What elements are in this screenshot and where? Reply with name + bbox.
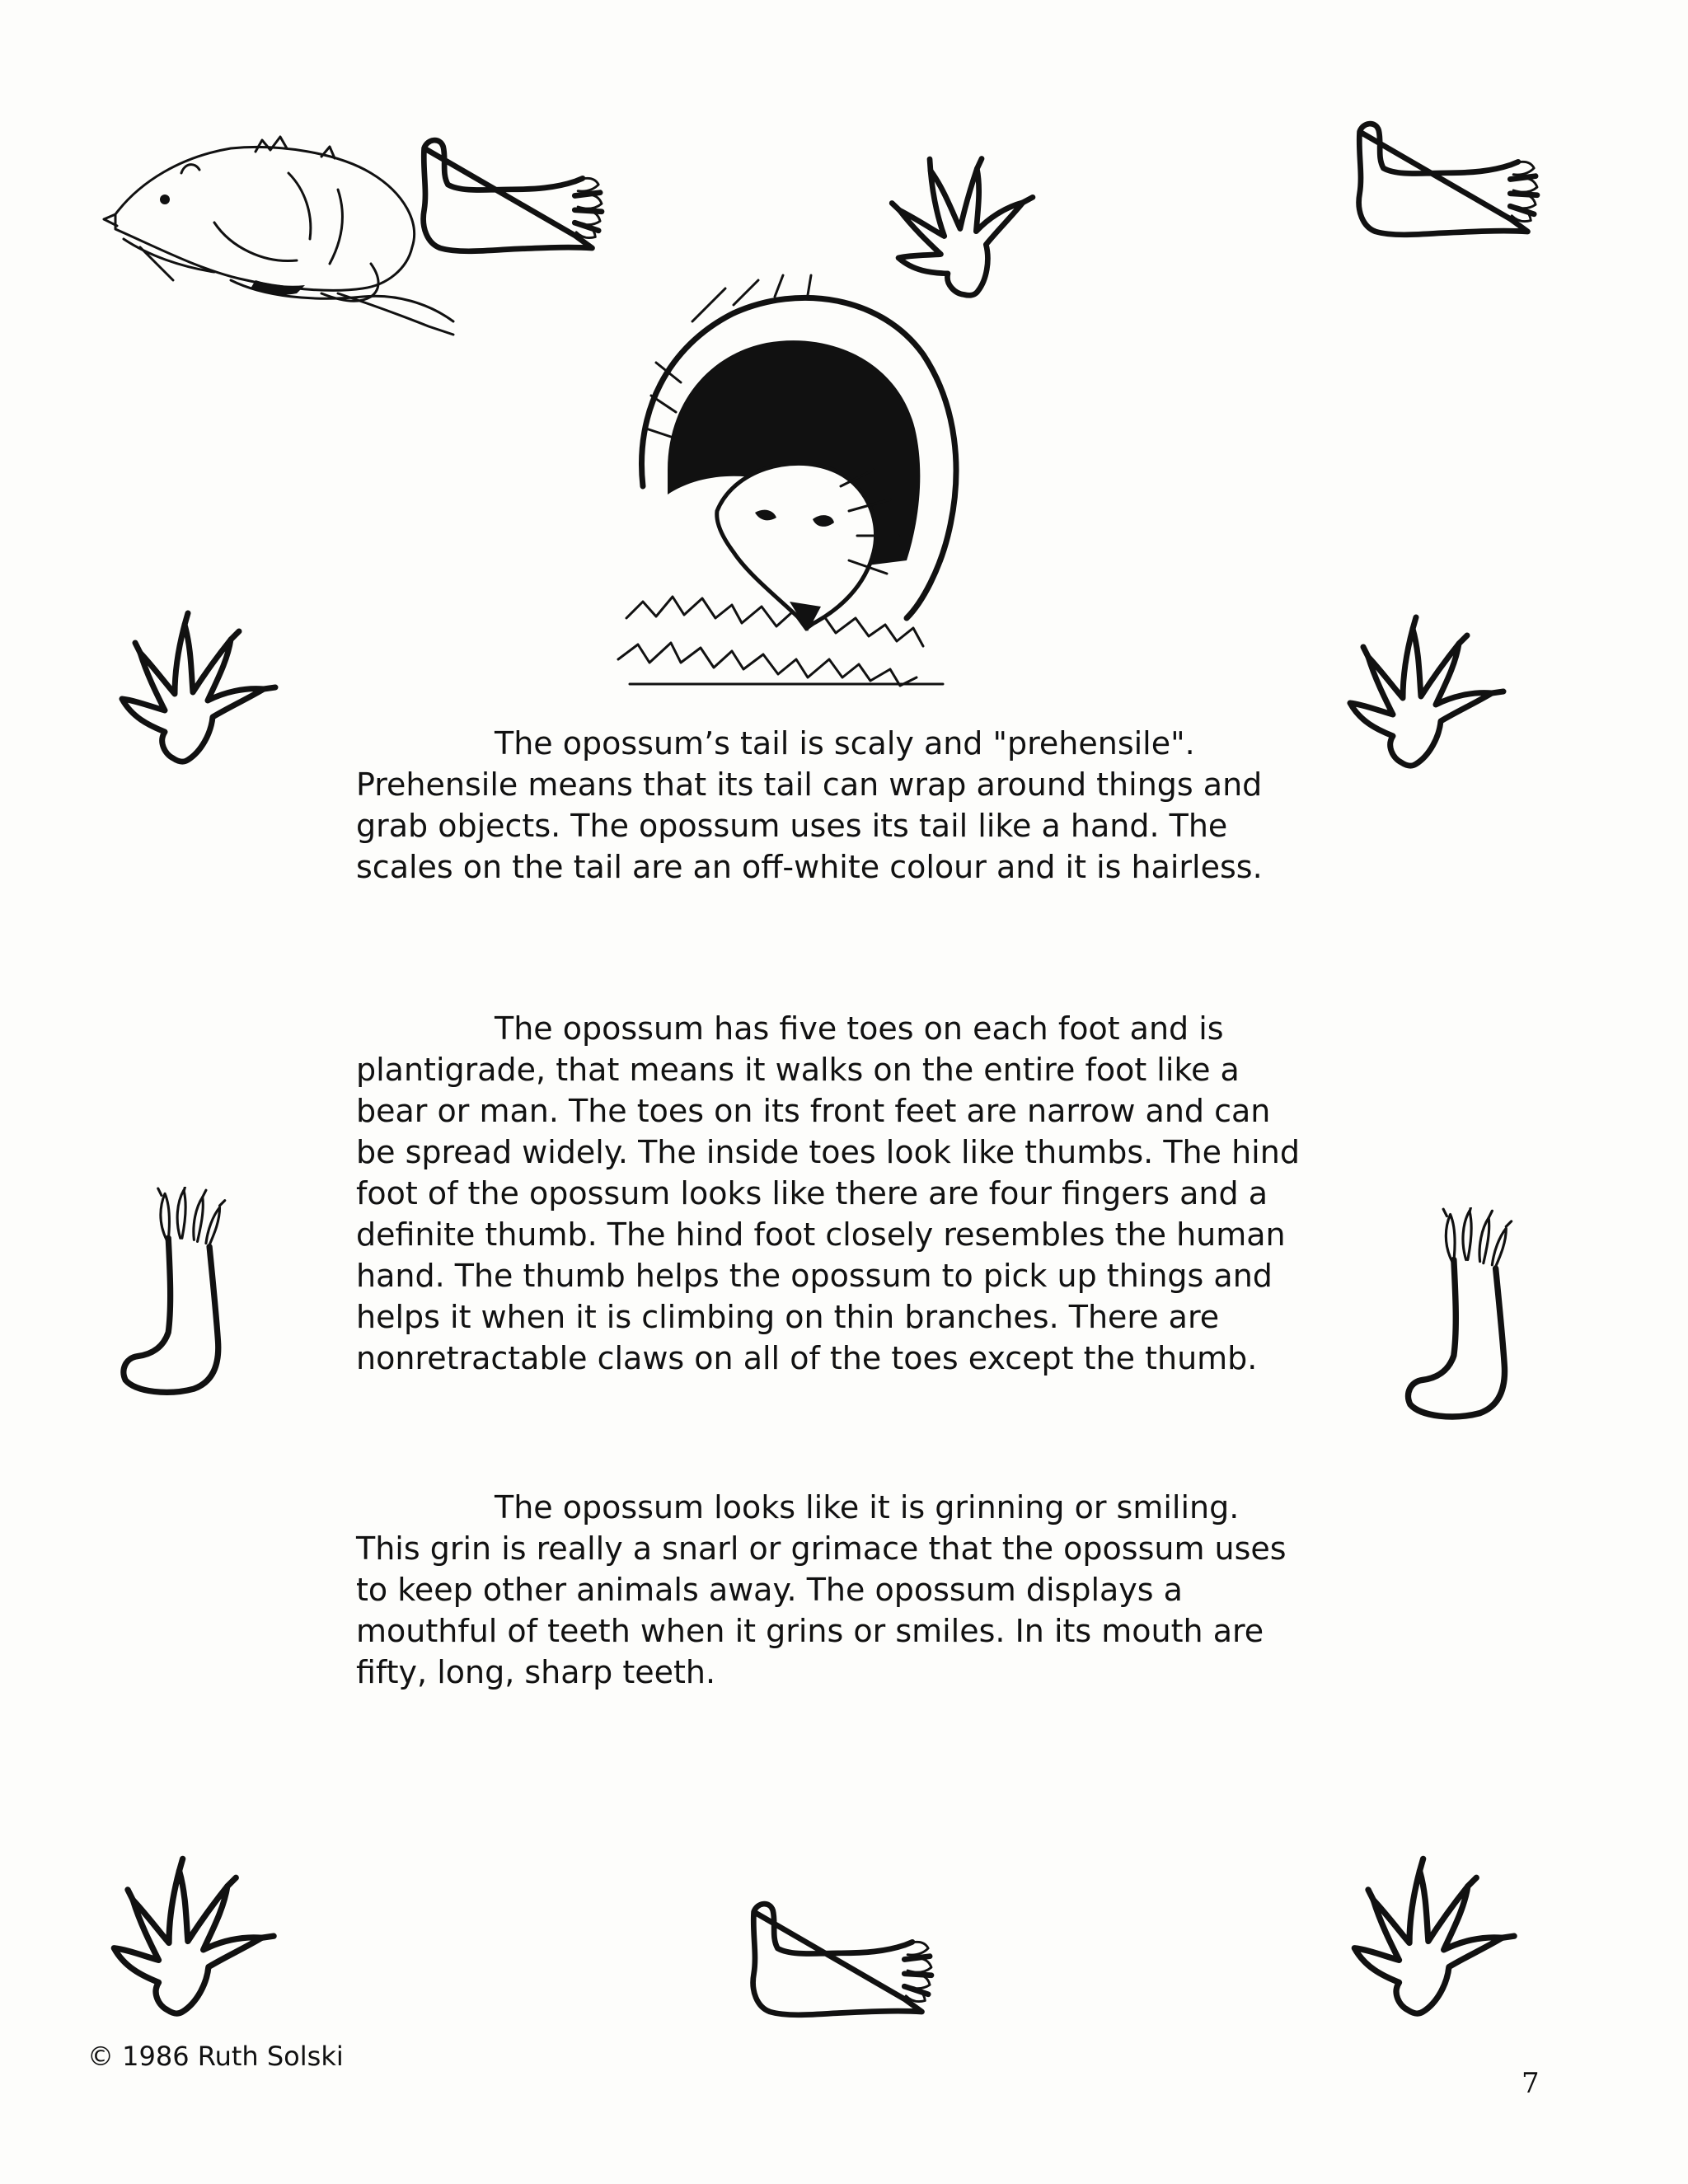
hind-footprint-right bbox=[1401, 1207, 1541, 1434]
hind-footprint-left bbox=[115, 1187, 256, 1409]
front-footprint-right bbox=[1343, 606, 1541, 771]
front-footprint-left bbox=[115, 602, 313, 766]
page-number: 7 bbox=[1522, 2067, 1540, 2100]
copyright-notice: © 1986 Ruth Solski bbox=[87, 2041, 344, 2072]
paragraph-prehensile-tail: The opossum’s tail is scaly and "prehensile". Prehensile means that its tail can wrap around things and grab objects. The opossum uses its tail like a hand. The scales on the tail are an off-white colour and it is hairless. bbox=[356, 725, 1263, 885]
front-footprint-bottom-left bbox=[107, 1846, 313, 2019]
opossum-walking-illustration bbox=[91, 124, 470, 338]
front-footprint-bottom-right bbox=[1348, 1846, 1554, 2019]
opossum-in-log-illustration bbox=[593, 272, 981, 692]
paragraph-toes-and-feet: The opossum has five toes on each foot and is plantigrade, that means it walks on the entire foot like a bear or man. The toes on its front feet are narrow and can be spread widely. The inside toes look like thumbs. The hind foot of the opossum looks like there are four fingers and a definite thumb. The hind foot closely resembles the human hand. The thumb helps the opossum to pick up things and helps it when it is climbing on thin branches. There are nonretractable claws on all of the toes except the thumb. bbox=[356, 1010, 1300, 1376]
paragraph-grin-and-teeth: The opossum looks like it is grinning or smiling. This grin is really a snarl or grimace that the opossum uses to keep other animals away. The opossum displays a mouthful of teeth when it grins or smiles. In its mouth are fifty, long, sharp teeth. bbox=[356, 1489, 1287, 1690]
hind-footprint-top-left bbox=[416, 132, 622, 260]
hind-footprint-bottom-center bbox=[746, 1891, 952, 2027]
hind-footprint-top-right bbox=[1352, 111, 1558, 247]
